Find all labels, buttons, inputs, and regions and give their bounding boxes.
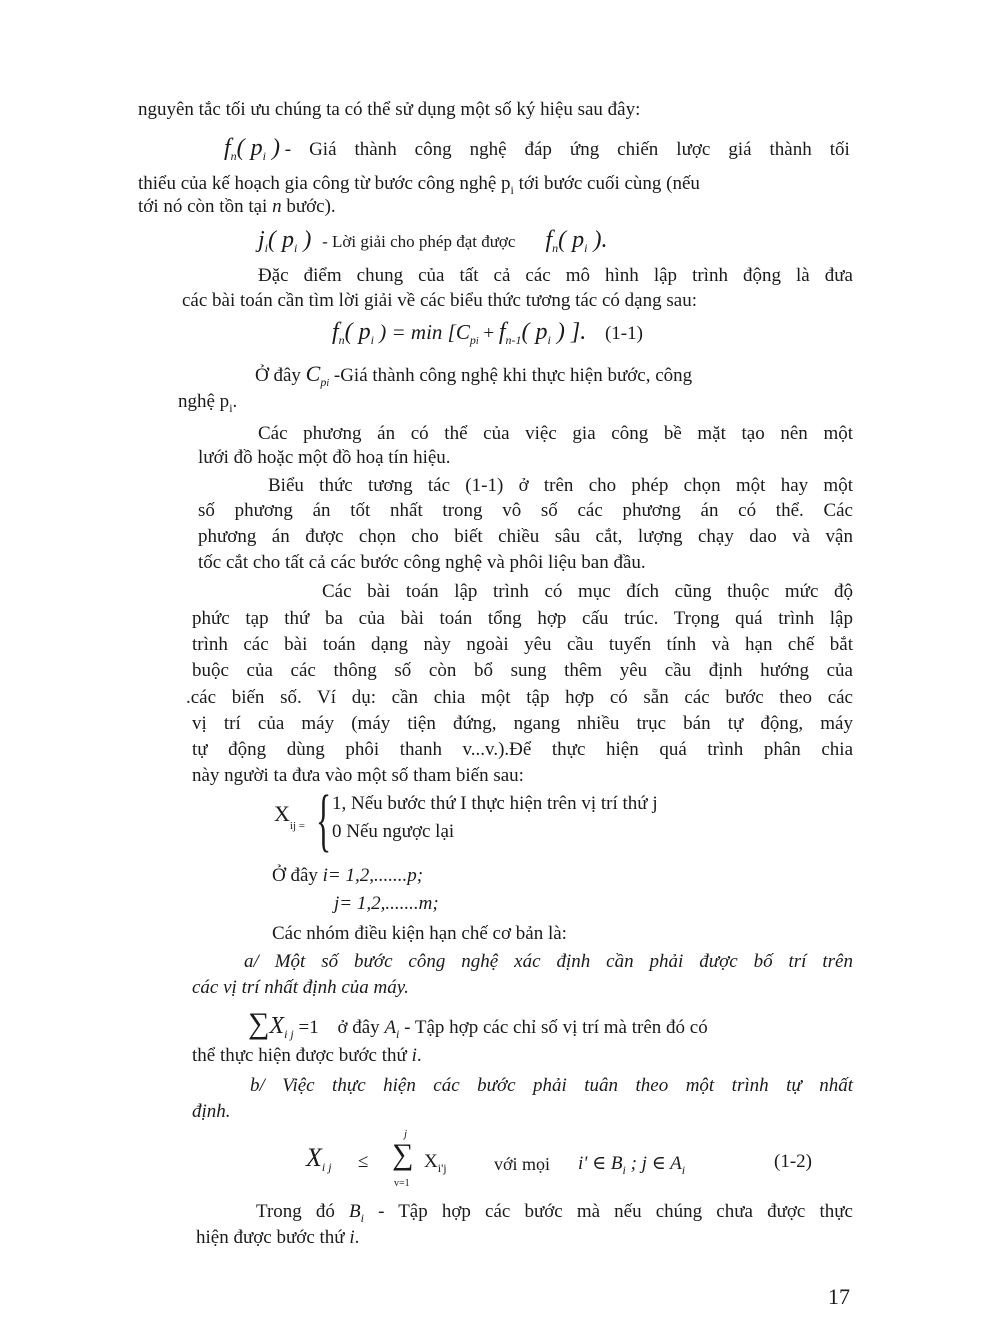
case-1: 1, Nếu bước thứ I thực hiện trên vị trí thứ j — [332, 793, 658, 814]
paragraph-2-line-1: Ở đây $C_{pi}$ -Giá thành công nghệ khi thực hiện bước, công — [255, 361, 693, 389]
paragraph-5-line-3: trình các bài toán dạng này ngoài yêu cầu tuyến tính và hạn chế bắt — [192, 634, 853, 655]
paragraph-5-line-1: Các bài toán lập trình có mục đích cũng thuộc mức độ — [322, 581, 853, 602]
constraint-a-line-2: các vị trí nhất định của máy. — [192, 977, 409, 998]
constraint-b-line-2: định. — [192, 1101, 231, 1122]
final-line-2: hiện được bước thứ i. — [196, 1227, 360, 1248]
eq2-lhs: $X_{i j}$ — [306, 1143, 332, 1174]
paragraph-4-line-3: phương án được chọn cho biết chiều sâu cắt, lượng chạy dao và vận — [198, 526, 853, 547]
page-number: 17 — [828, 1284, 850, 1309]
paragraph-4-line-2: số phương án tốt nhất trong vô số các phương án có thể. Các — [198, 500, 853, 521]
paragraph-2-line-2: nghệ $p_i$. — [178, 391, 238, 415]
definition-fn-line-3: tới nó còn tồn tại n bước). — [138, 196, 336, 217]
x-ij-symbol: $X_{ij =}$ — [274, 801, 305, 832]
where-i-line: Ở đây i= 1,2,.......p; — [272, 865, 424, 886]
eq2-summand: $X_{i'j}$ — [424, 1151, 447, 1175]
eq2-sum-upper: j — [404, 1128, 408, 1140]
paragraph-1-line-2: các bài toán cần tìm lời giải về các biểu thức tương tác có dạng sau: — [182, 290, 697, 311]
sum-constraint-line-2: thể thực hiện được bước thứ i. — [192, 1045, 422, 1066]
constraint-b-line-1: b/ Việc thực hiện các bước phải tuân theo một trình tự nhất — [250, 1075, 853, 1096]
left-brace: { — [316, 782, 332, 859]
equation-label-1-1: (1-1) — [604, 323, 643, 344]
intro-line: nguyên tắc tối ưu chúng ta có thể sử dụng một số ký hiệu sau đây: — [138, 99, 641, 120]
constraint-groups-heading: Các nhóm điều kiện hạn chế cơ bản là: — [272, 923, 567, 944]
paragraph-4-line-4: tốc cắt cho tất cả các bước công nghệ và phôi liệu ban đầu. — [198, 552, 646, 573]
eq2-sum-lower: v=1 — [394, 1178, 410, 1189]
paragraph-3-line-1: Các phương án có thể của việc gia công bề mặt tạo nên một — [258, 423, 853, 444]
final-line-1: Trong đó $B_i$ - Tập hợp các bước mà nếu chúng chưa được thực — [256, 1201, 853, 1225]
eq2-condition: i' ∈ $B_i$ ; j ∈ $A_i$ — [578, 1153, 686, 1177]
equation-label-1-2: (1-2) — [774, 1151, 812, 1172]
where-j-line: j= 1,2,.......m; — [334, 893, 439, 914]
paragraph-5-line-7: tự động dùng phôi thanh v...v.).Để thực hiện quá trình phân chia — [192, 739, 853, 760]
eq2-sigma: ∑ — [392, 1138, 414, 1171]
equation-1-1: $f_n$( $p_i$ ) = $\min [C_{pi} + f_{n-1}$( $p_i$ ) ]. (1-1) — [332, 319, 643, 347]
eq2-le: ≤ — [358, 1151, 369, 1172]
paragraph-5-line-5: .các biến số. Ví dụ: cần chia một tập hợp có sẵn các bước theo các — [186, 687, 853, 708]
paragraph-5-line-8: này người ta đưa vào một số tham biến sau: — [192, 765, 524, 786]
case-2: 0 Nếu ngược lại — [332, 821, 455, 842]
constraint-a-line-1: a/ Một số bước công nghệ xác định cần phải được bố trí trên — [244, 951, 853, 972]
paragraph-1-line-1: Đặc điểm chung của tất cả các mô hình lập trình động là đưa — [258, 265, 853, 286]
paragraph-3-line-2: lưới đồ hoặc một đồ hoạ tín hiệu. — [198, 447, 451, 468]
definition-ji-line: $j_i$( $p_i$ ) - Lời giải cho phép đạt được $f_n$( $p_i$ ). — [258, 227, 608, 255]
definition-fn-line: $f_n$( $p_i$ ) - Giá thành công nghệ đáp ứng chiến lược giá thành tối — [224, 135, 850, 163]
definition-fn-line-2: thiểu của kế hoạch gia công từ bước công nghệ $p_i$ tới bước cuối cùng (nếu — [138, 173, 700, 197]
sum-constraint-line: $\sum X_{i j} =1$ ở đây $A_i$ - Tập hợp các chỉ số vị trí mà trên đó có — [248, 1007, 708, 1041]
eq2-for-all: với mọi — [494, 1154, 551, 1174]
paragraph-4-line-1: Biểu thức tương tác (1-1) ở trên cho phép chọn một hay một — [268, 475, 853, 496]
paragraph-5-line-6: vị trí của máy (máy tiện đứng, ngang nhiều trục bán tự động, máy — [192, 713, 853, 734]
paragraph-5-line-2: phức tạp thứ ba của bài toán tổng hợp cấu trúc. Trọng quá trình lập — [192, 608, 853, 629]
paragraph-5-line-4: buộc của các thông số còn bổ sung thêm yêu cầu định hướng của — [192, 660, 853, 681]
